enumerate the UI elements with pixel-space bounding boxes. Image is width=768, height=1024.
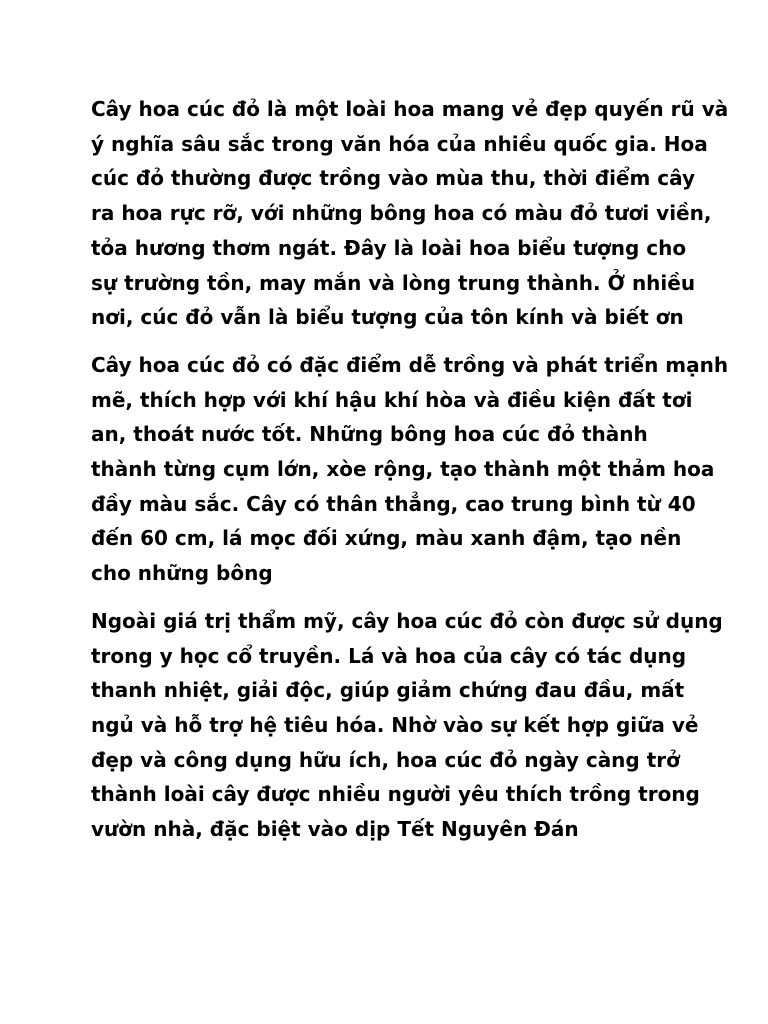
text-line: tỏa hương thơm ngát. Đây là loài hoa biểu tượng cho (91, 235, 687, 260)
text-line: ra hoa rực rỡ, với những bông hoa có màu đỏ tươi viền, (91, 201, 712, 226)
text-line: mẽ, thích hợp với khí hậu khí hòa và điều kiện đất tơi (91, 387, 693, 412)
text-line: sự trường tồn, may mắn và lòng trung thành. Ở nhiều (91, 270, 696, 295)
text-line: vườn nhà, đặc biệt vào dịp Tết Nguyên Đán (91, 817, 579, 842)
text-line: thành từng cụm lớn, xòe rộng, tạo thành một thảm hoa (91, 457, 715, 482)
text-line: an, thoát nước tốt. Những bông hoa cúc đỏ thành (91, 422, 648, 447)
text-line: cúc đỏ thường được trồng vào mùa thu, thời điểm cây (91, 166, 696, 191)
text-line: ý nghĩa sâu sắc trong văn hóa của nhiều quốc gia. Hoa (91, 131, 708, 156)
text-line: ngủ và hỗ trợ hệ tiêu hóa. Nhờ vào sự kết hợp giữa vẻ (91, 712, 699, 737)
text-line: đẹp và công dụng hữu ích, hoa cúc đỏ ngày càng trở (91, 747, 680, 772)
text-line: Cây hoa cúc đỏ là một loài hoa mang vẻ đẹp quyến rũ và (91, 97, 729, 121)
paragraph-2 (91, 348, 729, 591)
text-line: trong y học cổ truyền. Lá và hoa của cây có tác dụng (91, 643, 687, 668)
text-line: cho những bông (91, 561, 273, 586)
text-line: đến 60 cm, lá mọc đối xứng, màu xanh đậm, tạo nền (91, 526, 682, 551)
text-line: Ngoài giá trị thẩm mỹ, cây hoa cúc đỏ còn được sử dụng (91, 608, 723, 633)
text-line: thành loài cây được nhiều người yêu thích trồng trong (91, 782, 700, 807)
text-line: Cây hoa cúc đỏ có đặc điểm dễ trồng và phát triển mạnh (91, 352, 729, 377)
text-line: thanh nhiệt, giải độc, giúp giảm chứng đau đầu, mất (91, 678, 685, 703)
text-line: đầy màu sắc. Cây có thân thẳng, cao trung bình từ 40 (91, 491, 696, 516)
document-body (91, 92, 729, 860)
paragraph-3 (91, 604, 723, 847)
paragraph-1 (91, 92, 729, 335)
text-line: nơi, cúc đỏ vẫn là biểu tượng của tôn kính và biết ơn (91, 305, 684, 330)
